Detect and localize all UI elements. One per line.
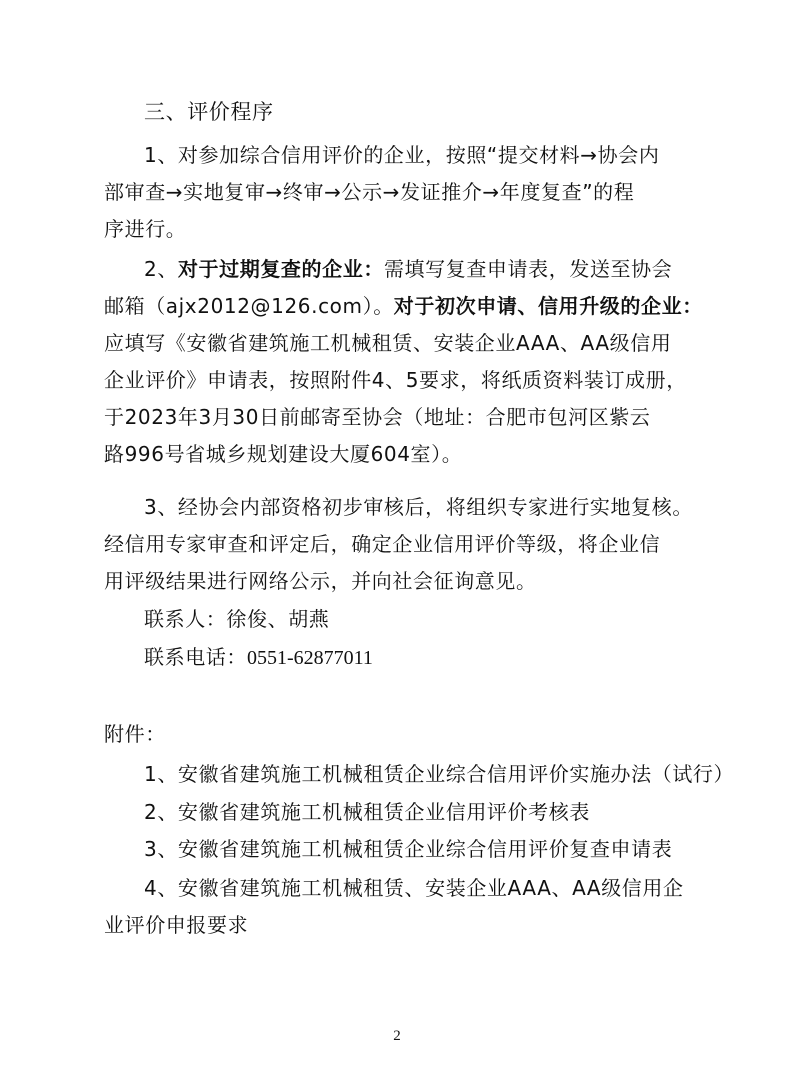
para2-bold-expired-review: 对于过期复查的企业： [177, 257, 384, 281]
contact-phone [144, 645, 744, 670]
para2-line3: 应填写《安徽省建筑施工机械租赁、安装企业AAA、AA级信用 [104, 331, 672, 355]
para3-line3: 用评级结果进行网络公示，并向社会征询意见。 [104, 569, 537, 593]
para2-line4: 企业评价》申请表，按照附件4、5要求，将纸质资料装订成册， [104, 368, 687, 392]
para1-line3: 序进行。 [104, 217, 187, 241]
para2-number: 2、 [144, 257, 178, 281]
section-heading: 三、评价程序 [144, 100, 274, 124]
page-number: 2 [393, 1028, 401, 1044]
contact-phone-label: 联系电话： [144, 645, 247, 669]
para1-line2: 部审查→实地复审→终审→公示→发证推介→年度复查”的程 [104, 180, 635, 204]
para3-line1: 3、经协会内部资格初步审核后，将组织专家进行实地复核。 [144, 495, 693, 519]
para3-line2: 经信用专家审查和评定后，确定企业信用评价等级，将企业信 [104, 532, 661, 556]
attachment-item-3: 3、安徽省建筑施工机械租赁企业综合信用评价复查申请表 [144, 837, 673, 861]
para2-email-text: 邮箱（ajx2012@126.com）。 [104, 294, 394, 318]
attachment-item-4-line1: 4、安徽省建筑施工机械租赁、安装企业AAA、AA级信用企 [144, 876, 684, 900]
para2-line6: 路996号省城乡规划建设大厦604室）。 [104, 442, 463, 466]
para2-line5: 于2023年3月30日前邮寄至协会（地址：合肥市包河区紫云 [104, 405, 651, 429]
para2-line1-rest: 需填写复查申请表，发送至协会 [383, 257, 673, 281]
contact-person: 联系人：徐俊、胡燕 [144, 607, 330, 631]
para2-line1 [144, 257, 744, 281]
para2-bold-initial-application: 对于初次申请、信用升级的企业： [393, 294, 703, 318]
para1-line1: 1、对参加综合信用评价的企业，按照“提交材料→协会内 [144, 143, 660, 167]
contact-phone-number: 0551-62877011 [247, 647, 373, 669]
attachment-item-4-line2: 业评价申报要求 [104, 913, 249, 937]
para2-line2 [104, 294, 704, 318]
attachment-item-1: 1、安徽省建筑施工机械租赁企业综合信用评价实施办法（试行） [144, 762, 735, 786]
attachment-item-2: 2、安徽省建筑施工机械租赁企业信用评价考核表 [144, 800, 590, 824]
attachments-label: 附件： [104, 722, 166, 746]
